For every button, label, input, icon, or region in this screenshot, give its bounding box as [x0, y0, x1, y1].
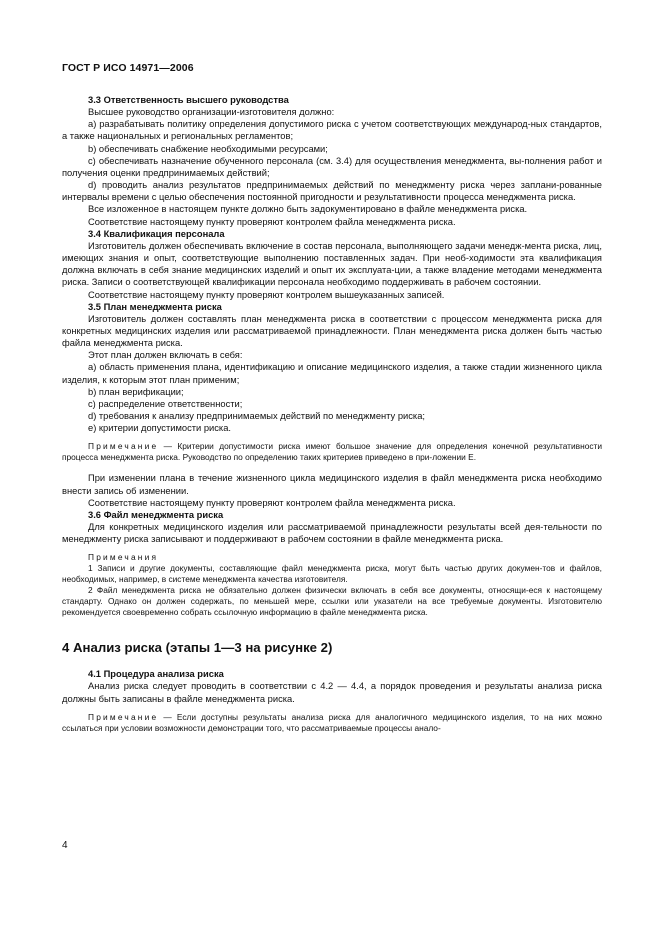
paragraph: Соответствие настоящему пункту проверяют контролем файла менеджмента риска.: [88, 497, 456, 508]
paragraph: Высшее руководство организации-изготовителя должно:: [88, 107, 335, 118]
section-4-1-heading: 4.1 Процедура анализа риска: [88, 669, 224, 680]
note: [62, 441, 602, 463]
paragraph: При изменении плана в течение жизненного цикла медицинского изделия в файл менеджмента риска необходимо внести запись об изменении.: [62, 473, 602, 496]
section-3-4-heading: 3.4 Квалификация персонала: [88, 228, 225, 239]
paragraph: Анализ риска следует проводить в соответствии с 4.2 — 4.4, а порядок проведения и результаты анализа риска должны быть записаны в файле менеджмента риска.: [62, 681, 602, 704]
list-item: а) разрабатывать политику определения допустимого риска с учетом соответствующих международ-ных стандартов, а также национальных и региональных регламентов;: [62, 119, 602, 142]
paragraph: Изготовитель должен составлять план менеджмента риска в соответствии с процессом менеджмента риска для конкретных медицинских изделия или рассматриваемой принадлежности. План менеджмента риска должен быть частью файла менеджмента риска.: [62, 313, 602, 349]
paragraph: Для конкретных медицинского изделия или рассматриваемой принадлежности результаты всей дея-тельности по менеджменту риска записывают и поддерживают в рабочем состоянии в файле менеджмента риска.: [62, 522, 602, 545]
list-item: b) обеспечивать снабжение необходимыми ресурсами;: [88, 143, 328, 154]
note-2: 2 Файл менеджмента риска не обязательно должен физически включать в себя все документы, относящи-еся к настоящему стандарту. Однако он должен содержать, по меньшей мере, ссылки или указатели на все требуемые документы. Изготовителю рекомендуется своевременно собрать ссылочную информацию в файле менеджмента риска.: [62, 585, 602, 618]
list-item: b) план верификации;: [88, 386, 184, 397]
note-text: — Если доступны результаты анализа риска для аналогичного медицинского изделия, то на них можно ссылаться при условии возможности демонстрации того, что рассматриваемые процессы анало-: [62, 711, 602, 733]
paragraph: Соответствие настоящему пункту проверяют контролем файла менеджмента риска.: [88, 216, 456, 227]
notes-label: Примечания: [88, 552, 159, 563]
note-1: 1 Записи и другие документы, составляющие файл менеджмента риска, могут быть частью других докумен-тов и файлов, необходимых, например, в системе менеджмента качества изготовителя.: [62, 563, 602, 585]
list-item: с) распределение ответственности;: [88, 398, 243, 409]
page-number: 4: [62, 840, 68, 851]
section-3-3-heading: 3.3 Ответственность высшего руководства: [88, 95, 289, 105]
list-item: d) требования к анализу предпринимаемых действий по менеджменту риска;: [88, 411, 425, 422]
page-body: [62, 94, 602, 734]
note: [62, 712, 602, 734]
section-4-heading: 4 Анализ риска (этапы 1—3 на рисунке 2): [62, 640, 333, 656]
note-label: Примечание: [88, 441, 159, 452]
paragraph: Соответствие настоящему пункту проверяют контролем вышеуказанных записей.: [88, 289, 445, 300]
paragraph: Все изложенное в настоящем пункте должно быть задокументировано в файле менеджмента риска.: [88, 204, 528, 215]
note-text: — Критерии допустимости риска имеют большое значение для определения конечной результативности процесса менеджмента риска. Руководство по определению таких критериев приведено в при-ложении Е.: [62, 441, 602, 463]
section-3-6-heading: 3.6 Файл менеджмента риска: [88, 509, 224, 520]
list-item: d) проводить анализ результатов предпринимаемых действий по менеджменту риска через заплани-рованные интервалы времени с целью обеспечения постоянной пригодности и результативности процесса менеджмента риска.: [62, 180, 602, 203]
list-item: а) область применения плана, идентификацию и описание медицинского изделия, а также стадии жизненного цикла изделия, к которым этот план применим;: [62, 362, 602, 385]
note-label: Примечание: [88, 711, 159, 722]
paragraph: Изготовитель должен обеспечивать включение в состав персонала, выполняющего задачи менедж-мента риска, лиц, имеющих знания и опыт, соответствующие выполнению поставленных задач. При необ-ходимости эта квалификация должна включать в себя знание медицинских изделий и опыт их эксплуата-ции, а также владение методами менеджмента риска. Записи о соответствующей квалификации персонала необходимо поддерживать в рабочем состоянии.: [62, 240, 602, 288]
section-3-5-heading: 3.5 План менеджмента риска: [88, 301, 222, 312]
list-item: е) критерии допустимости риска.: [88, 423, 232, 434]
document-code-header: ГОСТ Р ИСО 14971—2006: [62, 62, 194, 74]
paragraph: Этот план должен включать в себя:: [88, 350, 243, 361]
list-item: с) обеспечивать назначение обученного персонала (см. 3.4) для осуществления менеджмента, вы-полнения работ и получения оценки предпринимаемых действий;: [62, 155, 602, 178]
